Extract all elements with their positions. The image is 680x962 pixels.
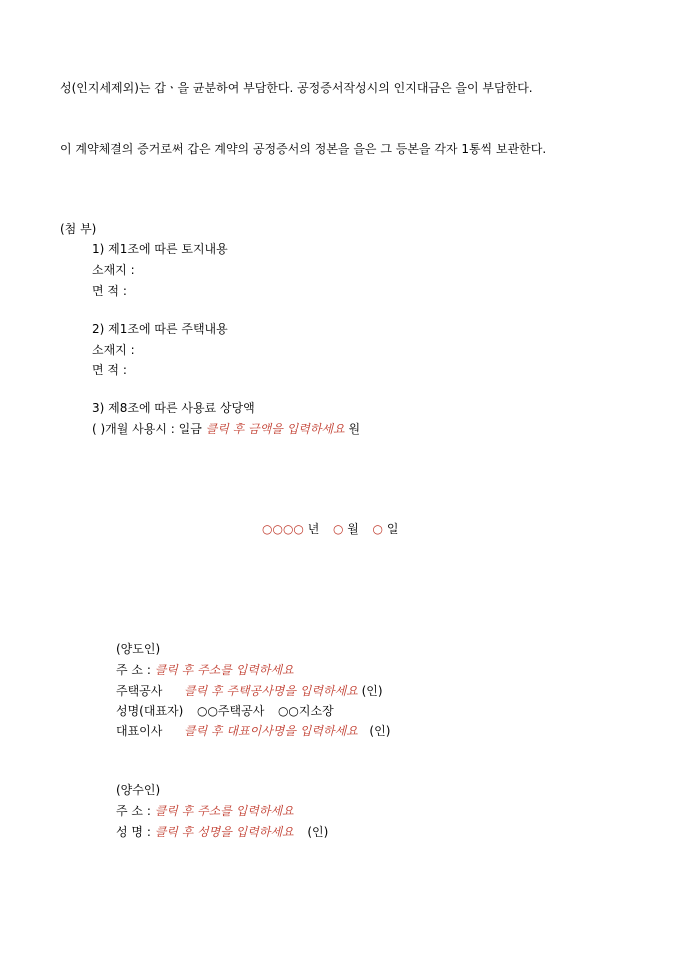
date-day-unit: 일 [386,522,399,536]
transferor-company-row [116,683,383,699]
attachment-item-1-title: 1) 제1조에 따른 토지내용 [92,242,228,256]
transferor-address-field[interactable]: 클릭 후 주소를 입력하세요 [154,663,294,677]
transferor-rep-row [116,703,334,719]
contract-date [262,521,398,537]
attachment-item-3-title: 3) 제8조에 따른 사용료 상당액 [92,401,255,415]
house-location-label: 소재지 : [92,343,135,357]
transferor-company-label: 주택공사 [116,684,163,698]
transferee-name-row [116,824,328,840]
transferor-rep-branch: ○○지소장 [277,704,334,718]
transferee-address-row [116,803,294,819]
transferor-rep-label: 성명(대표자) [116,704,184,718]
transferor-rep-company: ○○주택공사 [196,704,265,718]
usage-fee-prefix: ( )개월 사용시 : 일금 [92,422,202,436]
clause-stamp-duty: 성(인지세제외)는 갑ㆍ을 균분하여 부담한다. 공정증서작성시의 인지대금은 을이 부담한다. [60,81,533,95]
transferor-company-field[interactable]: 클릭 후 주택공사명을 입력하세요 [184,684,358,698]
transferee-address-label: 주 소 : [116,804,151,818]
house-area-label: 면 적 : [92,363,127,377]
clause-notary-copies: 이 계약체결의 증거로써 갑은 계약의 공정증서의 정본을 을은 그 등본을 각자 1통씩 보관한다. [60,142,547,156]
date-year-field[interactable]: ○○○○ [262,522,304,536]
land-area-label: 면 적 : [92,284,127,298]
date-month-field[interactable]: ○ [332,522,344,536]
transferee-name-seal: (인) [307,825,329,839]
transferee-address-field[interactable]: 클릭 후 주소를 입력하세요 [154,804,294,818]
transferor-director-seal: (인) [369,724,391,738]
transferor-address-row [116,662,294,678]
transferor-company-seal: (인) [361,684,383,698]
usage-fee-line [92,421,360,437]
usage-fee-unit: 원 [348,422,361,436]
date-day-field[interactable]: ○ [372,522,384,536]
transferor-director-label: 대표이사 [116,724,163,738]
date-month-unit: 월 [347,522,359,536]
date-year-unit: 년 [307,522,320,536]
transferor-director-row [116,723,390,739]
transferee-heading: (양수인) [116,783,161,797]
land-location-label: 소재지 : [92,263,135,277]
attachment-heading: (첨 부) [60,222,97,236]
transferee-name-label: 성 명 : [116,825,151,839]
transferor-address-label: 주 소 : [116,663,151,677]
transferor-director-field[interactable]: 클릭 후 대표이사명을 입력하세요 [184,724,358,738]
usage-fee-amount-field[interactable]: 클릭 후 금액을 입력하세요 [205,422,345,436]
transferor-heading: (양도인) [116,642,161,656]
transferee-name-field[interactable]: 클릭 후 성명을 입력하세요 [154,825,294,839]
attachment-item-2-title: 2) 제1조에 따른 주택내용 [92,322,228,336]
